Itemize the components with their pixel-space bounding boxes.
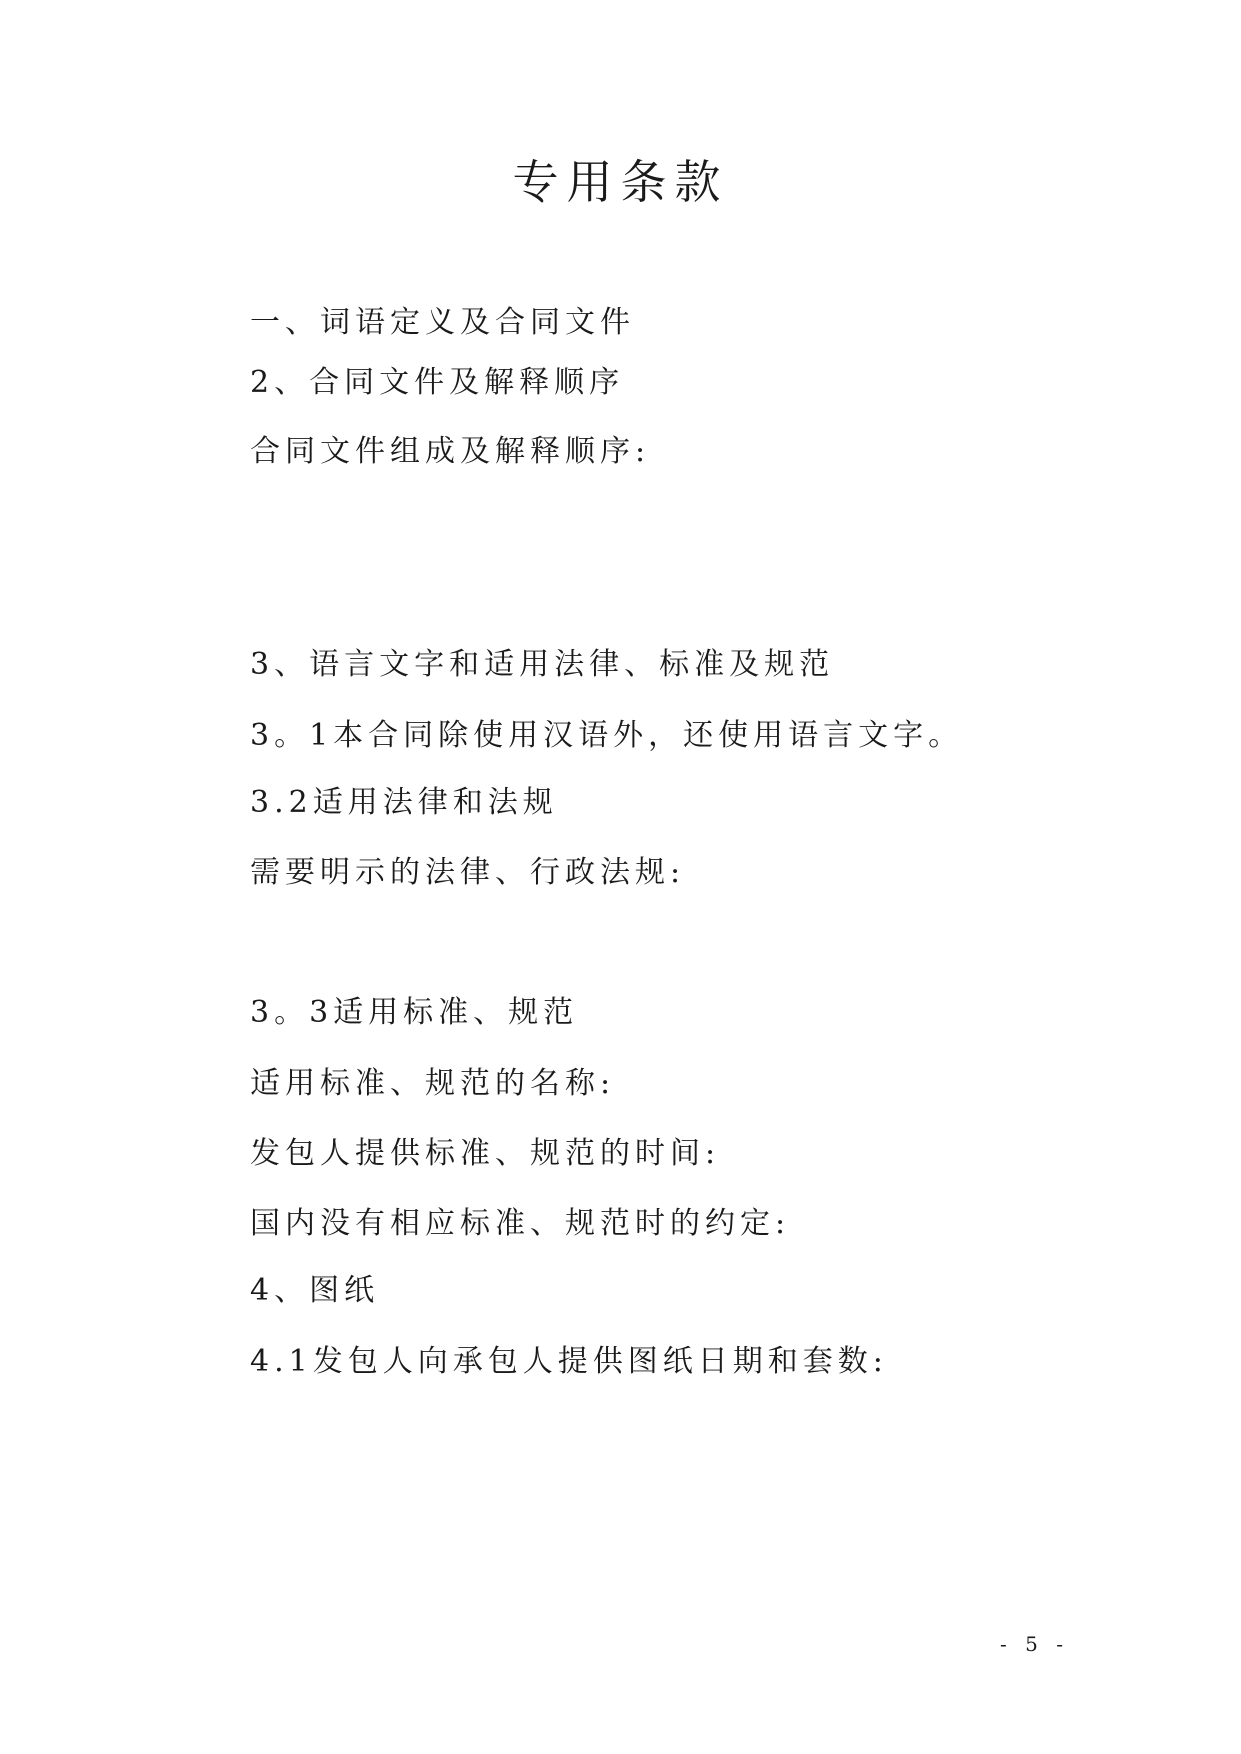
section-heading-definitions: 一、词语定义及合同文件	[250, 305, 635, 340]
clause-text-drawings-date: 4.1发包人向承包人提供图纸日期和套数:	[250, 1344, 888, 1379]
clause-heading-applicable-law: 3.2适用法律和法规	[250, 785, 558, 820]
clause-text-document-order: 合同文件组成及解释顺序:	[250, 434, 651, 469]
clause-text-language: 3。1本合同除使用汉语外，还使用语言文字。	[250, 718, 964, 753]
page-title: 专用条款	[512, 155, 729, 209]
clause-text-standard-time: 发包人提供标准、规范的时间:	[250, 1136, 721, 1171]
clause-heading-standards: 3。3适用标准、规范	[250, 995, 579, 1030]
clause-heading-language-law: 3、语言文字和适用法律、标准及规范	[250, 647, 835, 682]
page-number: - 5 -	[1000, 1632, 1069, 1656]
clause-heading-drawings: 4、图纸	[250, 1273, 380, 1308]
clause-text-standard-names: 适用标准、规范的名称:	[250, 1066, 616, 1101]
clause-text-no-standard: 国内没有相应标准、规范时的约定:	[250, 1206, 791, 1241]
clause-text-explicit-law: 需要明示的法律、行政法规:	[250, 855, 686, 890]
clause-heading-contract-documents: 2、合同文件及解释顺序	[250, 365, 625, 400]
